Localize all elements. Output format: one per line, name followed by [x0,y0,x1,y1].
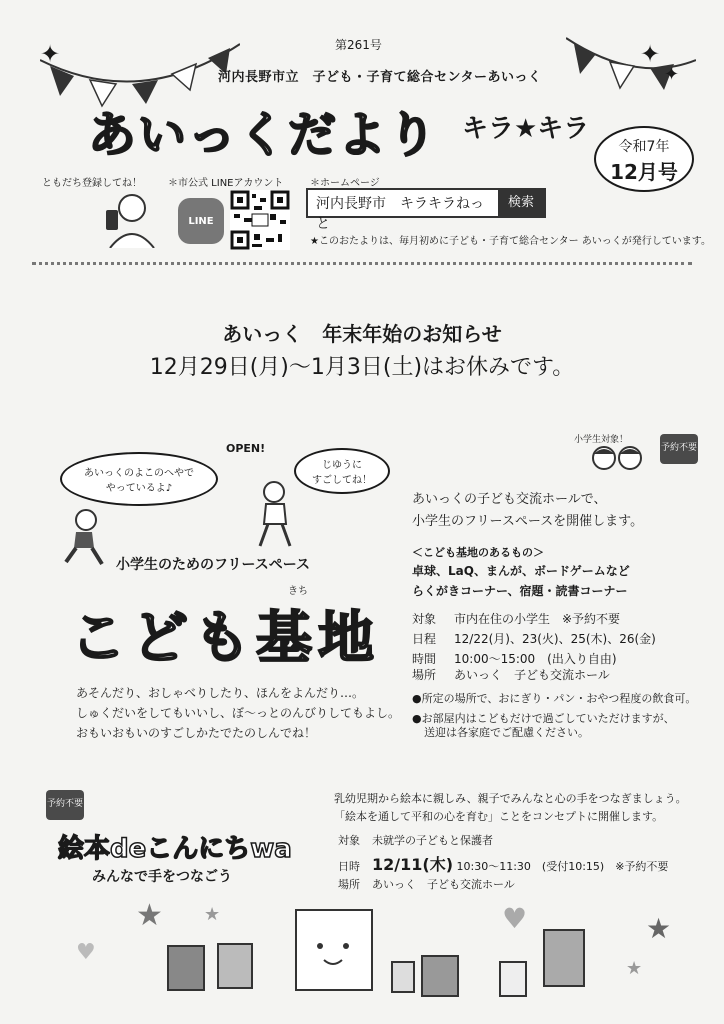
open-sign: OPEN! [226,442,266,455]
star-icon: ★ [646,912,672,945]
newsletter-title: あいっくだより [88,107,439,163]
ehon-date: 12/11(木) [372,855,454,874]
kichi-detail-row [412,666,610,683]
star-icon: ★ [626,958,643,979]
detail-value: 12/22(月)、23(火)、25(木)、26(金) [454,632,656,646]
kichi-items: らくがきコーナー、宿題・読書コーナー [412,584,628,598]
detail-value: あいっく 子ども交流ホール [454,668,610,682]
search-button[interactable]: 検索 [498,190,544,216]
ehon-title: 絵本deこんにちwa [58,834,292,864]
ehon-place-row [338,876,515,892]
detail-key: 時間 [412,652,437,666]
line-icon[interactable]: LINE [178,198,224,244]
sparkle-icon: ✦ [40,40,61,68]
speech-bubble [294,448,390,494]
kichi-detail-row [412,650,617,667]
kichi-ruby: きち [288,586,308,597]
jumping-child-icon [248,480,304,550]
sparkle-icon: ✦ [640,40,661,68]
running-child-icon [58,508,112,568]
target-tag: 小学生対象！ [574,435,629,445]
detail-key: 対象 [338,834,360,847]
speech-bubble-line: じゆうに [322,460,362,471]
heart-icon: ♥ [502,902,528,935]
issue-date [594,126,694,192]
line-label: ＊市公式 LINEアカウント [168,178,284,189]
no-reservation-badge: 予約不要 [660,434,698,464]
newsletter-subtitle: キラ★キラ [462,114,590,144]
sparkle-icon: ✦ [664,64,680,85]
issue-year: 令和7年 [618,139,670,155]
dotted-divider [32,262,692,265]
detail-key: 日程 [412,632,437,646]
detail-value: あいっく 子ども交流ホール [372,878,515,891]
ehon-intro: 乳幼児期から絵本に親しみ、親子でみんなと心の手をつなぎましょう。 [334,792,687,805]
speech-bubble-line: あいっくのよこのへやで [84,468,194,479]
kichi-items: 卓球、LaQ、まんが、ボードゲームなど [412,564,630,578]
kichi-note: ●お部屋内はこどもだけで過ごしていただけますが、 [412,712,675,725]
holiday-notice-dates: 12月29日(月)～1月3日(土)はお休みです。 [149,355,575,380]
ehon-date-row [338,852,668,875]
star-icon: ★ [136,898,163,933]
detail-key: 日時 [338,860,360,873]
issue-number: 第261号 [335,38,382,52]
kichi-intro: あいっくの子ども交流ホールで、 [412,492,607,507]
speech-bubble-line: やっているよ♪ [105,483,173,494]
ehon-intro: 「絵本を通して平和の心を育む」ことをコンセプトに開催します。 [334,810,664,823]
ehon-subtitle: みんなで手をつなごう [92,869,232,885]
kichi-detail-row [412,610,620,627]
detail-key: 対象 [412,612,437,626]
children-icon [588,444,648,474]
speech-bubble [60,452,218,506]
issue-month: 12月号 [610,160,678,184]
qr-code-icon[interactable] [230,190,290,250]
book-characters-icon [160,900,600,1010]
kichi-intro: 小学生のフリースペースを開催します。 [412,514,644,529]
search-box[interactable] [306,188,546,232]
star-icon: ★ [204,904,221,925]
kichi-desc: おもいおもいのすごしかたでたのしんでね！ [76,726,317,740]
homepage-label: ＊ホームページ [310,178,380,189]
publisher: 河内長野市立 子ども・子育て総合センターあいっく [218,70,542,85]
kichi-desc: しゅくだいをしてもいいし、ぼ～っとのんびりしてもよし。 [76,706,401,720]
heart-icon: ♥ [76,940,96,965]
register-label: ともだち登録してね！ [42,178,142,189]
holiday-notice-title: あいっく 年末年始のお知らせ [222,322,502,346]
ehon-target-row [338,832,493,848]
kichi-title: こども基地 [70,606,380,671]
kichi-note: 送迎は各家庭でご配慮ください。 [424,726,589,739]
kichi-section-title: ＜こども基地のあるもの＞ [412,546,544,559]
search-input[interactable]: 河内長野市 キラキラねっと [308,190,498,216]
speech-bubble-line: すごしてね！ [312,475,372,486]
detail-value: 未就学の子どもと保護者 [372,834,493,847]
detail-value: 市内在住の小学生 ※予約不要 [454,612,621,626]
kichi-note: ●所定の場所で、おにぎり・パン・おやつ程度の飲食可。 [412,692,697,705]
detail-key: 場所 [412,668,437,682]
kichi-desc: あそんだり、おしゃべりしたり、ほんをよんだり…。 [76,686,365,700]
kichi-detail-row [412,630,656,647]
publish-note: ★このおたよりは、毎月初めに子ども・子育て総合センター あいっくが発行しています。 [310,236,711,247]
kichi-subtitle: 小学生のためのフリースペース [116,557,311,573]
person-with-phone-icon [96,190,160,248]
detail-value: 10:00～15:00 (出入り自由) [454,652,617,666]
no-reservation-badge: 予約不要 [46,790,84,820]
ehon-time: 10:30～11:30 (受付10:15) ※予約不要 [456,860,669,873]
detail-key: 場所 [338,878,360,891]
